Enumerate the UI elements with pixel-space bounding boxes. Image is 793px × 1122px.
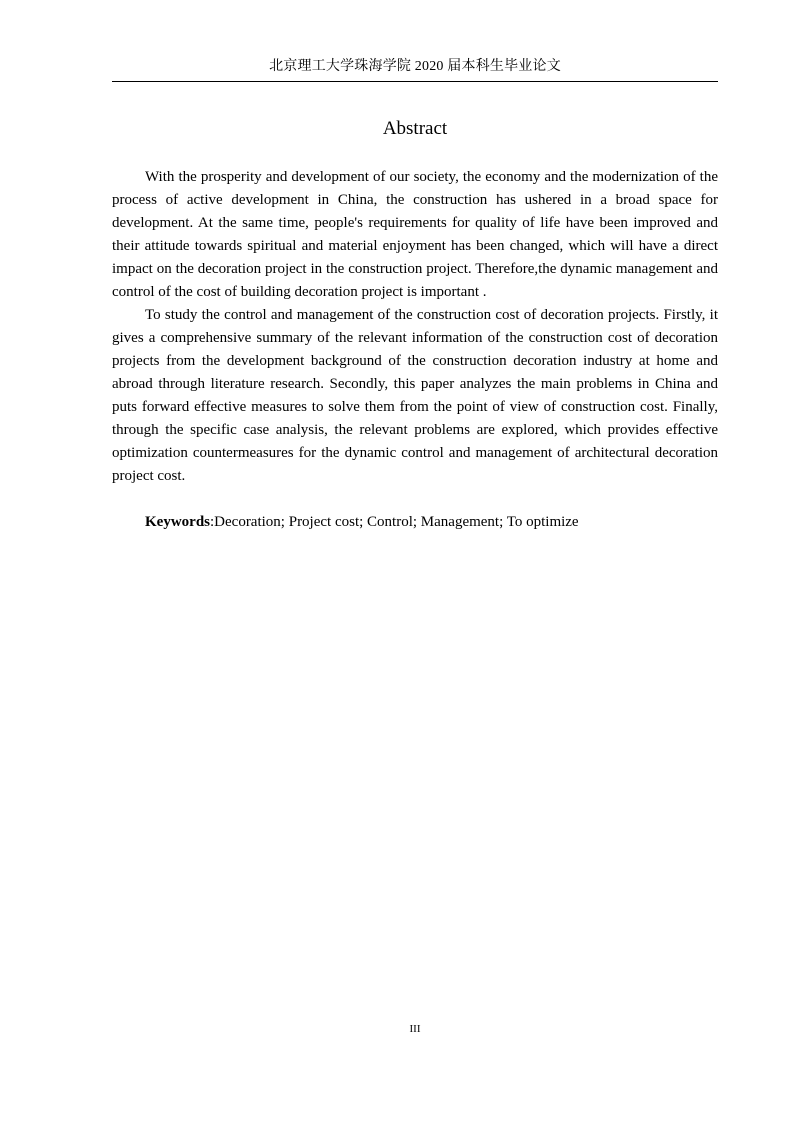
abstract-paragraph-1: With the prosperity and development of our society, the economy and the modernization of the process of active development in China, the construction has ushered in a broad space for development. At the same time, people's requirements for quality of life have been improved and their attitude towards spiritual and material enjoyment has been changed, which will have a direct impact on the decoration project in the construction project. Therefore,the dynamic management and control of the cost of building decoration project is important . — [112, 169, 718, 300]
abstract-paragraph-2: To study the control and management of the construction cost of decoration projects. Firstly, it gives a comprehensive summary of the relevant information of the construction cost of decoration projects from the development background of the construction decoration industry at home and abroad through literature research. Secondly, this paper analyzes the main problems in China and puts forward effective measures to solve them from the point of view of construction cost. Finally, through the specific case analysis, the relevant problems are explored, which provides effective optimization countermeasures for the dynamic control and management of architectural decoration project cost. — [112, 307, 718, 484]
running-header: 北京理工大学珠海学院 2020 届本科生毕业论文 — [269, 59, 561, 74]
keywords-text: :Decoration; Project cost; Control; Management; To optimize — [210, 514, 579, 530]
header-rule — [112, 81, 718, 82]
keywords-line — [112, 511, 718, 534]
abstract-heading: Abstract — [382, 118, 448, 139]
keywords-label: Keywords — [145, 514, 210, 530]
page-number: III — [409, 1023, 421, 1035]
abstract-body — [112, 166, 718, 488]
